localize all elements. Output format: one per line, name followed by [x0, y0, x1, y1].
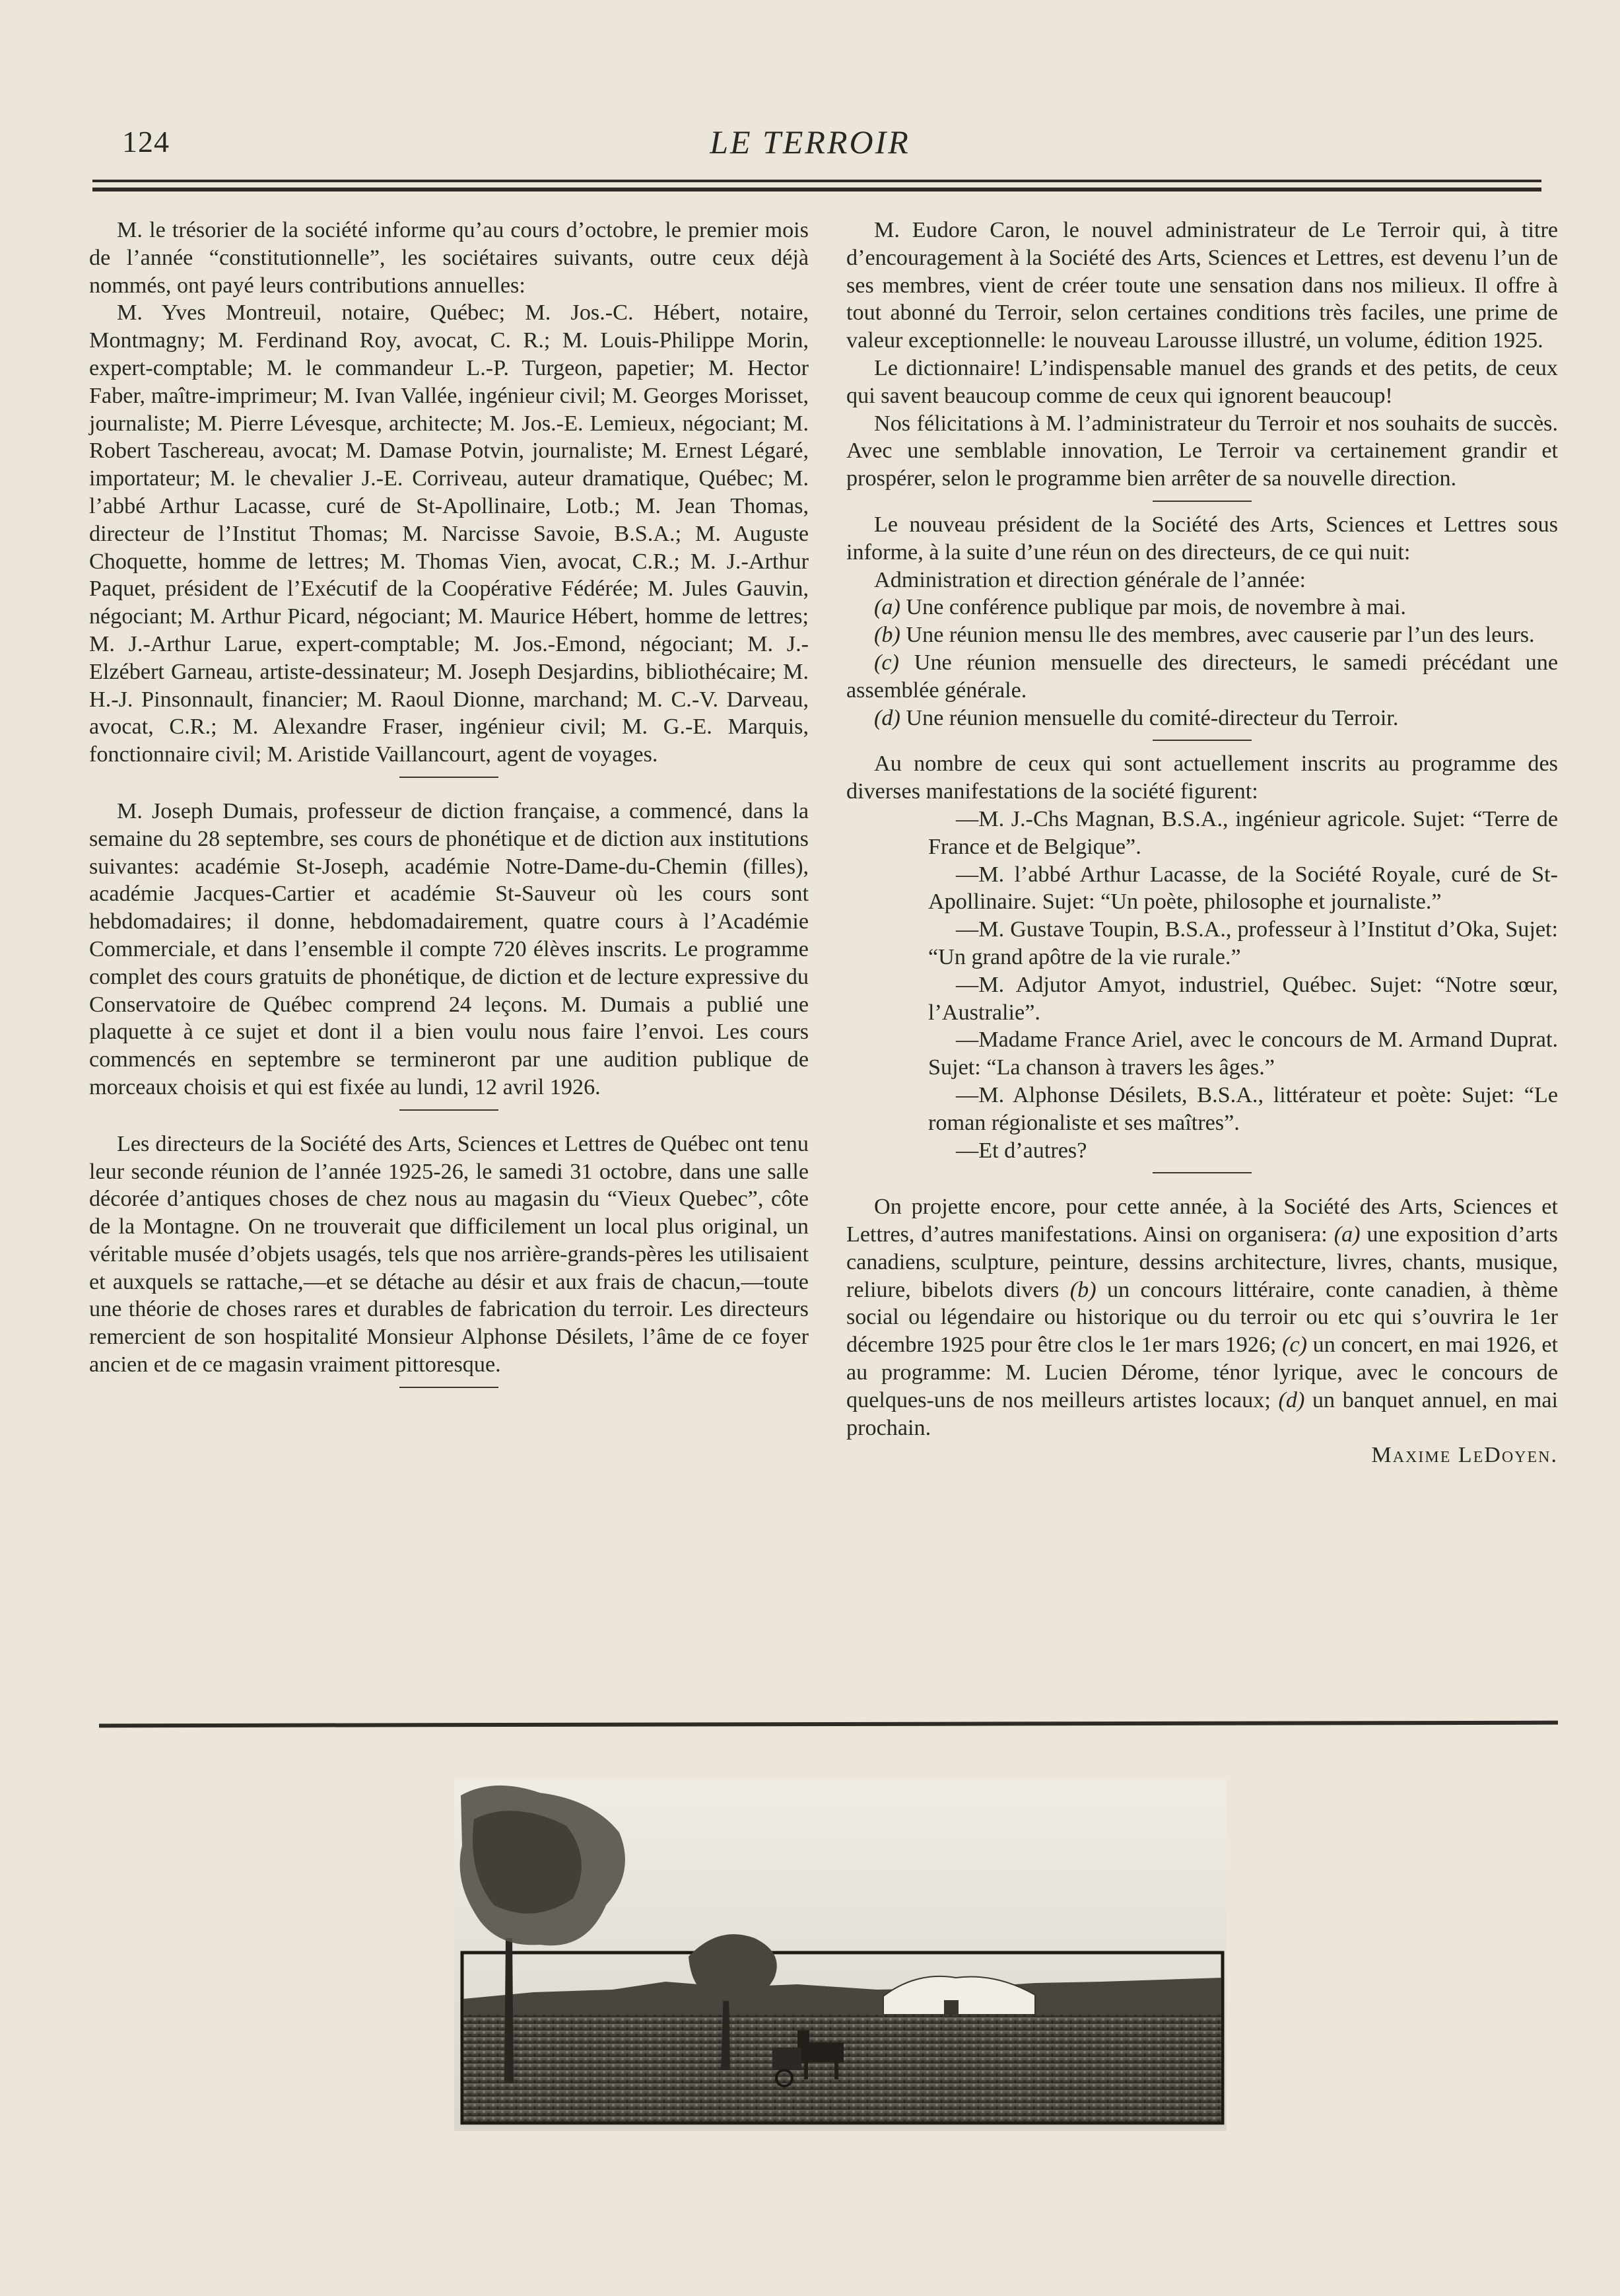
lettered-item-a	[846, 594, 1558, 621]
item-text: Une conférence publique par mois, de novembre à mai.	[900, 595, 1406, 620]
tall-tree-foliage-dark	[473, 1811, 582, 1914]
future-events-paragraph	[846, 1193, 1558, 1442]
section-separator	[399, 1387, 498, 1388]
item-letter: (b)	[1069, 1277, 1097, 1302]
president-paragraph: Le nouveau président de la Société des Arts, Sciences et Lettres sous informe, à la suite d’une réun on des directeurs, de ce qui nuit:	[846, 512, 1558, 565]
directors-meeting-paragraph: Les directeurs de la Société des Arts, Sciences et Lettres de Québec ont tenu leur seconde réunion de l’année 1925-26, le samedi 31 octobre, dans une salle décorée d’antiques choses de chez nous au magasin du “Vieux Quebec”, côte de la Montagne. On ne trouverait que difficilement un local plus original, un véritable musée d’objets usagés, tels que nos arrière-grands-pères les utilisaient et auxquels se rattache,—et se détache au désir et aux frais de chacun,—toute une théorie de choses rares et durables de fabrication du terroir. Les directeurs remercient de son hospitalité Monsieur Alphonse Désilets, l’âme de ce foyer ancien et de ce magasin vraiment pittoresque.	[89, 1131, 809, 1377]
section-separator	[1153, 501, 1252, 502]
administration-paragraph: Administration et direction générale de l’année:	[874, 567, 1306, 592]
tall-tree-trunk	[504, 1938, 514, 2083]
item-letter: (b)	[874, 623, 900, 648]
header-double-rule	[92, 180, 1541, 191]
item-letter: (d)	[874, 705, 900, 730]
item-letter: (a)	[1333, 1222, 1361, 1247]
bottom-rule	[99, 1721, 1558, 1728]
page-number: 124	[122, 125, 170, 158]
dictionary-paragraph: Le dictionnaire! L’indispensable manuel des grands et des petits, de ceux qui savent beaucoup comme de ceux qui ignorent beaucoup!	[846, 355, 1558, 408]
programme-item: —M. J.-Chs Magnan, B.S.A., ingénieur agricole. Sujet: “Terre de France et de Belgique”.	[928, 806, 1558, 859]
left-column	[89, 217, 809, 1397]
author-signature: Maxime LeDoyen.	[1371, 1443, 1558, 1468]
running-title: LE TERROIR	[710, 123, 910, 160]
programme-item: —M. Alphonse Désilets, B.S.A., littérateur et poète: Sujet: “Le roman régionaliste et ses maîtres”.	[928, 1082, 1558, 1135]
lettered-item-c	[846, 649, 1558, 705]
section-separator	[1153, 1172, 1252, 1173]
item-text: Une réunion mensuelle des directeurs, le samedi précédant une assemblée générale.	[846, 650, 1558, 703]
programme-intro-paragraph: Au nombre de ceux qui sont actuellement inscrits au programme des diverses manifestations de la société figurent:	[846, 751, 1558, 804]
text-run: On projette encore, pour cette année, à la Société des Arts, Sciences et Lettres, d’autres manifestations. Ainsi on organisera:	[846, 1195, 1558, 1247]
item-letter: (c)	[1282, 1333, 1308, 1358]
item-text: Une réunion mensu lle des membres, avec causerie par l’un des leurs.	[900, 623, 1535, 648]
item-letter: (d)	[1278, 1387, 1305, 1412]
text-run: un concert, en mai 1926, et au programme: M. Lucien Dérome, ténor lyrique, avec le concours de quelques-uns de nos meilleurs artistes locaux;	[846, 1333, 1558, 1412]
programme-item: —M. Gustave Toupin, B.S.A., professeur à l’Institut d’Oka, Sujet: “Un grand apôtre de la vie rurale.”	[928, 917, 1558, 969]
section-separator	[399, 1109, 498, 1111]
farm-field-photo	[454, 1780, 1227, 2131]
programme-item: —M. Adjutor Amyot, industriel, Québec. Sujet: “Notre sœur, l’Australie”.	[928, 972, 1558, 1025]
treasurer-paragraph: M. le trésorier de la société informe qu’au cours d’octobre, le premier mois de l’année “constitutionnelle”, les sociétaires suivants, outre ceux déjà nommés, ont payé leurs contributions annuelles:	[89, 218, 809, 298]
dumais-paragraph: M. Joseph Dumais, professeur de diction française, a commencé, dans la semaine du 28 septembre, ses cours de phonétique et de diction aux institutions suivantes: académie St-Joseph, académie Notre-Dame-du-Chemin (filles), académie Jacques-Cartier et académie St-Sauveur où les cours sont hebdomadaires; il donne, hebdomadairement, quatre cours à l’Académie Commerciale, et dans l’ensemble il compte 720 élèves inscrits. Le programme complet des cours gratuits de phonétique, de diction et de lecture expressive du Conservatoire de Québec comprend 24 leçons. M. Dumais a publié une plaquette à ce sujet et dont il a bien voulu nous faire l’envoi. Les cours commencés en septembre se termineront par une audition publique de morceaux choisis et qui est fixée au lundi, 12 avril 1926.	[89, 798, 809, 1099]
text-run: un banquet annuel, en mai prochain.	[846, 1387, 1559, 1440]
item-letter: (a)	[874, 595, 900, 620]
section-separator	[1153, 740, 1252, 741]
programme-item: —Et d’autres?	[956, 1138, 1087, 1163]
section-separator	[399, 777, 498, 778]
photo-field	[463, 2015, 1221, 2122]
programme-item: —M. l’abbé Arthur Lacasse, de la Société Royale, curé de St-Apollinaire. Sujet: “Un poète, philosophe et journaliste.”	[928, 862, 1558, 915]
lettered-item-d	[846, 705, 1558, 732]
barn-door	[944, 2000, 959, 2015]
item-text: Une réunion mensuelle du comité-directeur du Terroir.	[900, 705, 1399, 730]
caron-paragraph: M. Eudore Caron, le nouvel administrateur de Le Terroir qui, à titre d’encouragement à la Société des Arts, Sciences et Lettres, est devenu l’un de ses membres, vient de créer toute une sensation dans nos milieux. Il offre à tout abonné du Terroir, selon certaines conditions très faciles, une prime de valeur exceptionnelle: le nouveau Larousse illustré, un volume, édition 1925.	[846, 218, 1558, 353]
item-letter: (c)	[874, 650, 899, 675]
lettered-item-b	[846, 621, 1558, 649]
congratulations-paragraph: Nos félicitations à M. l’administrateur du Terroir et nos souhaits de succès. Avec une semblable innovation, Le Terroir va certainement grandir et prospérer, selon le programme bien arrêter de sa nouvelle direction.	[846, 411, 1558, 491]
text-run: une exposition d’arts canadiens, sculpture, peinture, dessins architecture, livres, chants, musique, reliure, bibelots divers	[846, 1222, 1558, 1302]
text-run: un concours littéraire, conte canadien, à thème social ou légendaire ou historique ou du terroir ou etc qui s’ouvrira le 1er décembre 1925 pour être clos le 1er mars 1926;	[846, 1277, 1558, 1358]
members-list-paragraph: M. Yves Montreuil, notaire, Québec; M. Jos.-C. Hébert, notaire, Montmagny; M. Ferdinand Roy, avocat, C. R.; M. Louis-Philippe Morin, expert-comptable; M. le commandeur L.-P. Turgeon, papetier; M. Hector Faber, maître-imprimeur; M. Ivan Vallée, ingénieur civil; M. Georges Morisset, journaliste; M. Pierre Lévesque, architecte; M. Jos.-E. Lemieux, négociant; M. Robert Taschereau, avocat; M. Damase Potvin, journaliste; M. Ernest Légaré, importateur; M. le chevalier J.-E. Corriveau, auteur dramatique, Québec; M. l’abbé Arthur Lacasse, curé de St-Apollinaire, Lotb.; M. Jean Thomas, directeur de l’Institut Thomas; M. Narcisse Savoie, B.S.A.; M. Auguste Choquette, homme de lettres; M. Thomas Vien, avocat, C.R.; M. J.-Arthur Paquet, président de l’Exécutif de la Coopérative Fédérée; M. Jules Gauvin, négociant; M. Arthur Picard, négociant; M. Maurice Hébert, homme de lettres; M. J.-Arthur Larue, expert-comptable; M. Jos.-Emond, négociant; M. J.-Elzébert Garneau, artiste-dessinateur; M. Joseph Desjardins, bibliothécaire; M. H.-J. Pinsonnault, financier; M. Raoul Dionne, marchand; M. C.-V. Darveau, avocat, C.R.; M. Alexandre Fraser, ingénieur civil; M. G.-E. Marquis, fonctionnaire civil; M. Aristide Vaillancourt, agent de voyages.	[89, 300, 809, 767]
programme-item: —Madame France Ariel, avec le concours de M. Armand Duprat. Sujet: “La chanson à travers les âges.”	[928, 1027, 1558, 1080]
right-column	[846, 217, 1558, 1469]
